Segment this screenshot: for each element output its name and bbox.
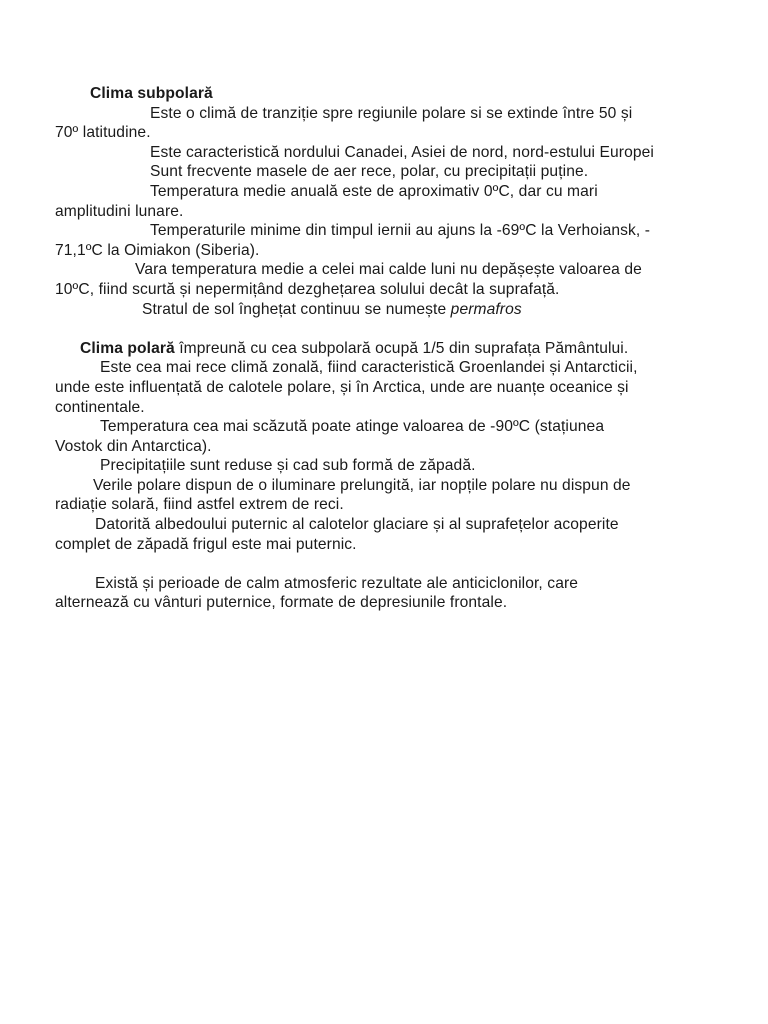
subpolar-line: Temperatura medie anuală este de aproximativ 0ºC, dar cu mari [150,182,598,200]
polar-line: Temperatura cea mai scăzută poate atinge valoarea de -90ºC (stațiunea [100,418,605,436]
subpolar-line: amplitudini lunare. [55,202,184,220]
section-heading-subpolar [55,84,735,104]
polar-line: complet de zăpadă frigul este mai puternic. [55,535,357,553]
polar-line: Precipitațiile sunt reduse și cad sub formă de zăpadă. [100,457,476,475]
paragraph-gap [55,319,735,339]
calm-line: Există și perioade de calm atmosferic rezultate ale anticiclonilor, care [95,574,579,592]
polar-line: Este cea mai rece climă zonală, fiind caracteristică Groenlandei și Antarcticii, [100,359,638,377]
subpolar-line: 10ºC, fiind scurtă și nepermițând dezghețarea solului decât la suprafață. [55,280,560,298]
subpolar-line: 71,1ºC la Oimiakon (Siberia). [55,241,260,259]
subpolar-line: Vara temperatura medie a celei mai calde luni nu depășește valoarea de [135,261,642,279]
subpolar-line: Este o climă de tranziție spre regiunile polare si se extinde între 50 și [150,104,633,122]
subpolar-line: 70º latitudine. [55,124,151,142]
permafrost-term: permafros [450,300,522,318]
polar-intro: împreună cu cea subpolară ocupă 1/5 din suprafața Pământului. [174,339,629,357]
polar-line: Verile polare dispun de o iluminare prelungită, iar nopțile polare nu dispun de [93,476,631,494]
subpolar-line: Temperaturile minime din timpul iernii au ajuns la -69ºC la Verhoiansk, - [150,222,651,240]
polar-line: radiație solară, fiind astfel extrem de reci. [55,496,344,514]
subpolar-title: Clima subpolară [90,85,213,102]
calm-line: alternează cu vânturi puternice, formate de depresiunile frontale. [55,594,508,612]
subpolar-line: Sunt frecvente masele de aer rece, polar, cu precipitații puține. [150,163,589,181]
polar-line: Datorită albedoului puternic al calotelor glaciare și al suprafețelor acoperite [95,516,619,534]
polar-line: Vostok din Antarctica). [55,437,212,455]
subpolar-line: Stratul de sol înghețat continuu se numește [142,300,451,318]
document-body [55,84,735,613]
paragraph-gap [55,554,735,574]
polar-line: unde este influențată de calotele polare, și în Arctica, unde are nuanțe oceanice și [55,378,629,396]
polar-line: continentale. [55,398,145,416]
subpolar-last-line [55,300,735,320]
subpolar-line: Este caracteristică nordului Canadei, Asiei de nord, nord-estului Europei [150,143,654,161]
section-heading-polar [55,339,735,359]
polar-title: Clima polară [80,339,175,357]
